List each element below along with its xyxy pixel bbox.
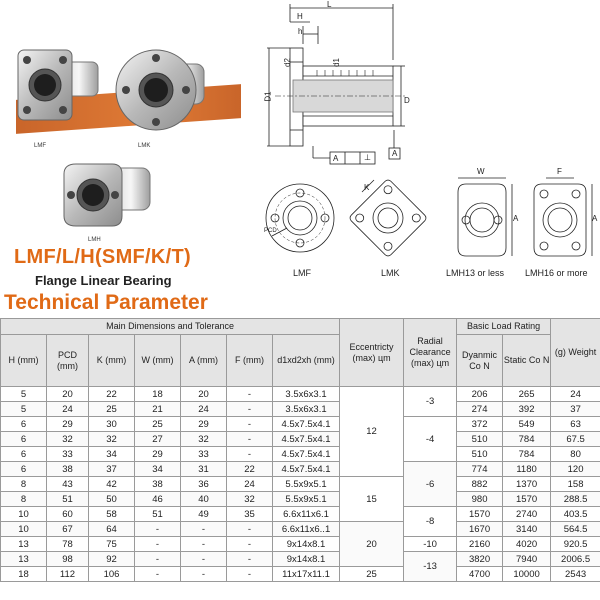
table-row bbox=[1, 522, 600, 537]
table-cell: 22 bbox=[89, 387, 135, 402]
table-cell: 36 bbox=[181, 477, 227, 492]
section-drawing bbox=[255, 0, 415, 170]
table-cell: 33 bbox=[47, 447, 89, 462]
table-cell: -3 bbox=[404, 387, 457, 417]
table-cell: 392 bbox=[503, 402, 551, 417]
product-subtitle: Flange Linear Bearing bbox=[35, 273, 172, 288]
table-cell: - bbox=[227, 537, 273, 552]
table-cell: 32 bbox=[181, 432, 227, 447]
table-cell: 13 bbox=[1, 537, 47, 552]
parameter-table bbox=[0, 318, 600, 582]
table-cell: 1570 bbox=[503, 492, 551, 507]
table-cell: 18 bbox=[135, 387, 181, 402]
table-cell: - bbox=[135, 567, 181, 582]
table-cell: 6 bbox=[1, 462, 47, 477]
table-cell: 106 bbox=[89, 567, 135, 582]
radial-clearance-header: Radial Clearance (max) цm bbox=[404, 319, 457, 387]
table-cell: 774 bbox=[457, 462, 503, 477]
parameter-table-body bbox=[1, 387, 600, 582]
dim-label-d2: d2 bbox=[282, 58, 292, 67]
table-cell: 6.6x11x6..1 bbox=[273, 522, 340, 537]
table-cell: 1180 bbox=[503, 462, 551, 477]
table-cell: 15 bbox=[340, 477, 404, 522]
table-cell: 6 bbox=[1, 447, 47, 462]
table-cell: 784 bbox=[503, 447, 551, 462]
table-cell: 20 bbox=[340, 522, 404, 567]
table-cell: 34 bbox=[89, 447, 135, 462]
k-label: K bbox=[364, 183, 370, 192]
a-label-lmh13: A bbox=[513, 214, 519, 223]
table-cell: 20 bbox=[47, 387, 89, 402]
table-cell: 67 bbox=[47, 522, 89, 537]
dim-label-small-h: h bbox=[298, 27, 303, 36]
table-cell: 11x17x11.1 bbox=[273, 567, 340, 582]
column-header-k: K (mm) bbox=[89, 335, 135, 387]
table-cell: - bbox=[227, 387, 273, 402]
table-cell: 60 bbox=[47, 507, 89, 522]
table-cell: 206 bbox=[457, 387, 503, 402]
table-row bbox=[1, 492, 600, 507]
table-cell: - bbox=[227, 417, 273, 432]
column-header-d1xd2xh: d1xd2xh (mm) bbox=[273, 335, 340, 387]
table-row bbox=[1, 477, 600, 492]
lmf-round-bearing-photo bbox=[112, 38, 212, 138]
table-cell: 33 bbox=[181, 447, 227, 462]
table-cell: 2543 bbox=[551, 567, 600, 582]
table-cell: 980 bbox=[457, 492, 503, 507]
column-header-h: H (mm) bbox=[1, 335, 47, 387]
table-row bbox=[1, 432, 600, 447]
table-cell: 24 bbox=[47, 402, 89, 417]
table-cell: 920.5 bbox=[551, 537, 600, 552]
table-cell: - bbox=[135, 537, 181, 552]
table-cell: 50 bbox=[89, 492, 135, 507]
table-cell: 158 bbox=[551, 477, 600, 492]
table-cell: 25 bbox=[135, 417, 181, 432]
table-cell: 510 bbox=[457, 432, 503, 447]
table-row bbox=[1, 552, 600, 567]
table-cell: 12 bbox=[340, 387, 404, 477]
table-cell: 13 bbox=[1, 552, 47, 567]
table-cell: 882 bbox=[457, 477, 503, 492]
eccentricity-header: Eccentricty (max) цm bbox=[340, 319, 404, 387]
table-cell: 112 bbox=[47, 567, 89, 582]
view-label-lmf: LMF bbox=[293, 268, 311, 278]
table-row bbox=[1, 447, 600, 462]
table-cell: 49 bbox=[181, 507, 227, 522]
a-label-lmh16: A bbox=[592, 214, 598, 223]
table-cell: 2160 bbox=[457, 537, 503, 552]
tol-frame-symbol: ⊥ bbox=[364, 153, 371, 162]
table-cell: 40 bbox=[181, 492, 227, 507]
weight-header: (g) Weight bbox=[551, 319, 600, 387]
table-row bbox=[1, 537, 600, 552]
table-cell: 10 bbox=[1, 522, 47, 537]
table-cell: 3140 bbox=[503, 522, 551, 537]
table-cell: 32 bbox=[47, 432, 89, 447]
view-label-lmk: LMK bbox=[381, 268, 400, 278]
dim-label-d: D bbox=[404, 96, 410, 105]
table-cell: 2740 bbox=[503, 507, 551, 522]
table-cell: 38 bbox=[135, 477, 181, 492]
table-row bbox=[1, 567, 600, 582]
f-label-lmh16: F bbox=[557, 167, 562, 176]
table-cell: -13 bbox=[404, 552, 457, 582]
w-label-lmh13: W bbox=[477, 167, 485, 176]
dim-label-d1: d1 bbox=[331, 58, 341, 67]
table-cell: 98 bbox=[47, 552, 89, 567]
table-cell: 22 bbox=[227, 462, 273, 477]
table-cell: 549 bbox=[503, 417, 551, 432]
table-cell: 18 bbox=[1, 567, 47, 582]
table-cell: 510 bbox=[457, 447, 503, 462]
table-cell: 92 bbox=[89, 552, 135, 567]
table-cell: 29 bbox=[181, 417, 227, 432]
table-cell: 78 bbox=[47, 537, 89, 552]
column-header-static: Static Co N bbox=[503, 335, 551, 387]
column-header-pcd: PCD (mm) bbox=[47, 335, 89, 387]
table-cell: 1370 bbox=[503, 477, 551, 492]
table-cell: 5.5x9x5.1 bbox=[273, 492, 340, 507]
view-label-lmh13: LMH13 or less bbox=[446, 268, 505, 278]
table-cell: 10 bbox=[1, 507, 47, 522]
table-cell: 372 bbox=[457, 417, 503, 432]
table-cell: 75 bbox=[89, 537, 135, 552]
table-cell: - bbox=[227, 567, 273, 582]
table-cell: - bbox=[181, 567, 227, 582]
dim-label-d1-flange: D1 bbox=[263, 91, 273, 102]
table-cell: 21 bbox=[135, 402, 181, 417]
pcd-label: PCD bbox=[264, 228, 277, 234]
table-cell: 288.5 bbox=[551, 492, 600, 507]
table-cell: 24 bbox=[227, 477, 273, 492]
table-cell: 4.5x7.5x4.1 bbox=[273, 417, 340, 432]
table-cell: 6.6x11x6.1 bbox=[273, 507, 340, 522]
table-row bbox=[1, 462, 600, 477]
product-model-title: LMF/L/H(SMF/K/T) bbox=[14, 246, 191, 268]
table-cell: 5.5x9x5.1 bbox=[273, 477, 340, 492]
table-cell: - bbox=[227, 522, 273, 537]
table-cell: 265 bbox=[503, 387, 551, 402]
table-cell: 31 bbox=[181, 462, 227, 477]
table-cell: -6 bbox=[404, 462, 457, 507]
photo-caption-lmf: LMK bbox=[138, 143, 151, 149]
table-cell: 4700 bbox=[457, 567, 503, 582]
table-cell: 32 bbox=[227, 492, 273, 507]
table-cell: 9x14x8.1 bbox=[273, 537, 340, 552]
table-cell: 29 bbox=[47, 417, 89, 432]
table-cell: - bbox=[181, 552, 227, 567]
table-cell: 25 bbox=[89, 402, 135, 417]
table-cell: 42 bbox=[89, 477, 135, 492]
table-cell: 1670 bbox=[457, 522, 503, 537]
photo-caption-lmk: LMF bbox=[34, 143, 46, 149]
lmk-square-bearing-photo bbox=[14, 44, 110, 136]
table-cell: - bbox=[181, 522, 227, 537]
table-cell: 9x14x8.1 bbox=[273, 552, 340, 567]
table-cell: -10 bbox=[404, 537, 457, 552]
table-row bbox=[1, 417, 600, 432]
tol-frame-datum: A bbox=[333, 154, 339, 163]
table-cell: 3.5x6x3.1 bbox=[273, 387, 340, 402]
table-cell: 5 bbox=[1, 387, 47, 402]
table-cell: - bbox=[135, 552, 181, 567]
table-cell: 3.5x6x3.1 bbox=[273, 402, 340, 417]
table-cell: -8 bbox=[404, 507, 457, 537]
table-cell: 51 bbox=[135, 507, 181, 522]
table-cell: 4.5x7.5x4.1 bbox=[273, 447, 340, 462]
table-cell: 564.5 bbox=[551, 522, 600, 537]
table-cell: 29 bbox=[135, 447, 181, 462]
table-cell: 51 bbox=[47, 492, 89, 507]
table-cell: 3820 bbox=[457, 552, 503, 567]
table-cell: - bbox=[227, 447, 273, 462]
table-cell: - bbox=[135, 522, 181, 537]
table-cell: 6 bbox=[1, 432, 47, 447]
table-cell: 8 bbox=[1, 477, 47, 492]
column-header-a: A (mm) bbox=[181, 335, 227, 387]
basic-load-rating-header: Basic Load Rating bbox=[457, 319, 551, 335]
table-cell: 32 bbox=[89, 432, 135, 447]
dim-label-l: L bbox=[327, 0, 332, 9]
table-row bbox=[1, 402, 600, 417]
column-header-dynamic: Dyanmic Co N bbox=[457, 335, 503, 387]
column-header-w: W (mm) bbox=[135, 335, 181, 387]
table-cell: 43 bbox=[47, 477, 89, 492]
table-cell: 24 bbox=[181, 402, 227, 417]
table-cell: - bbox=[227, 402, 273, 417]
section-title: Technical Parameter bbox=[4, 291, 208, 314]
table-cell: 6 bbox=[1, 417, 47, 432]
table-cell: 784 bbox=[503, 432, 551, 447]
table-cell: - bbox=[227, 432, 273, 447]
table-cell: 4.5x7.5x4.1 bbox=[273, 432, 340, 447]
table-cell: -4 bbox=[404, 417, 457, 462]
table-cell: 37 bbox=[89, 462, 135, 477]
table-cell: - bbox=[181, 537, 227, 552]
table-cell: - bbox=[227, 552, 273, 567]
table-cell: 4020 bbox=[503, 537, 551, 552]
table-cell: 403.5 bbox=[551, 507, 600, 522]
table-cell: 2006.5 bbox=[551, 552, 600, 567]
lmh-cut-flange-bearing-photo bbox=[58, 160, 158, 230]
table-cell: 34 bbox=[135, 462, 181, 477]
table-cell: 46 bbox=[135, 492, 181, 507]
table-cell: 4.5x7.5x4.1 bbox=[273, 462, 340, 477]
table-cell: 35 bbox=[227, 507, 273, 522]
table-cell: 64 bbox=[89, 522, 135, 537]
table-cell: 10000 bbox=[503, 567, 551, 582]
table-cell: 80 bbox=[551, 447, 600, 462]
table-cell: 67.5 bbox=[551, 432, 600, 447]
main-dimensions-header: Main Dimensions and Tolerance bbox=[1, 319, 340, 335]
table-cell: 274 bbox=[457, 402, 503, 417]
table-cell: 38 bbox=[47, 462, 89, 477]
table-cell: 20 bbox=[181, 387, 227, 402]
table-cell: 1570 bbox=[457, 507, 503, 522]
table-cell: 37 bbox=[551, 402, 600, 417]
datum-label: A bbox=[392, 149, 398, 158]
table-cell: 120 bbox=[551, 462, 600, 477]
table-cell: 58 bbox=[89, 507, 135, 522]
table-cell: 8 bbox=[1, 492, 47, 507]
table-cell: 5 bbox=[1, 402, 47, 417]
table-cell: 25 bbox=[340, 567, 404, 582]
table-row bbox=[1, 387, 600, 402]
photo-caption-lmh: LMH bbox=[88, 237, 101, 243]
table-cell: 30 bbox=[89, 417, 135, 432]
table-cell: 27 bbox=[135, 432, 181, 447]
table-row bbox=[1, 507, 600, 522]
table-cell: 24 bbox=[551, 387, 600, 402]
column-header-f: F (mm) bbox=[227, 335, 273, 387]
dim-label-h: H bbox=[297, 12, 303, 21]
table-cell: 7940 bbox=[503, 552, 551, 567]
flange-views-drawing bbox=[262, 176, 600, 266]
table-cell: 63 bbox=[551, 417, 600, 432]
parameter-table-wrapper bbox=[0, 318, 600, 600]
view-label-lmh16: LMH16 or more bbox=[525, 268, 588, 278]
